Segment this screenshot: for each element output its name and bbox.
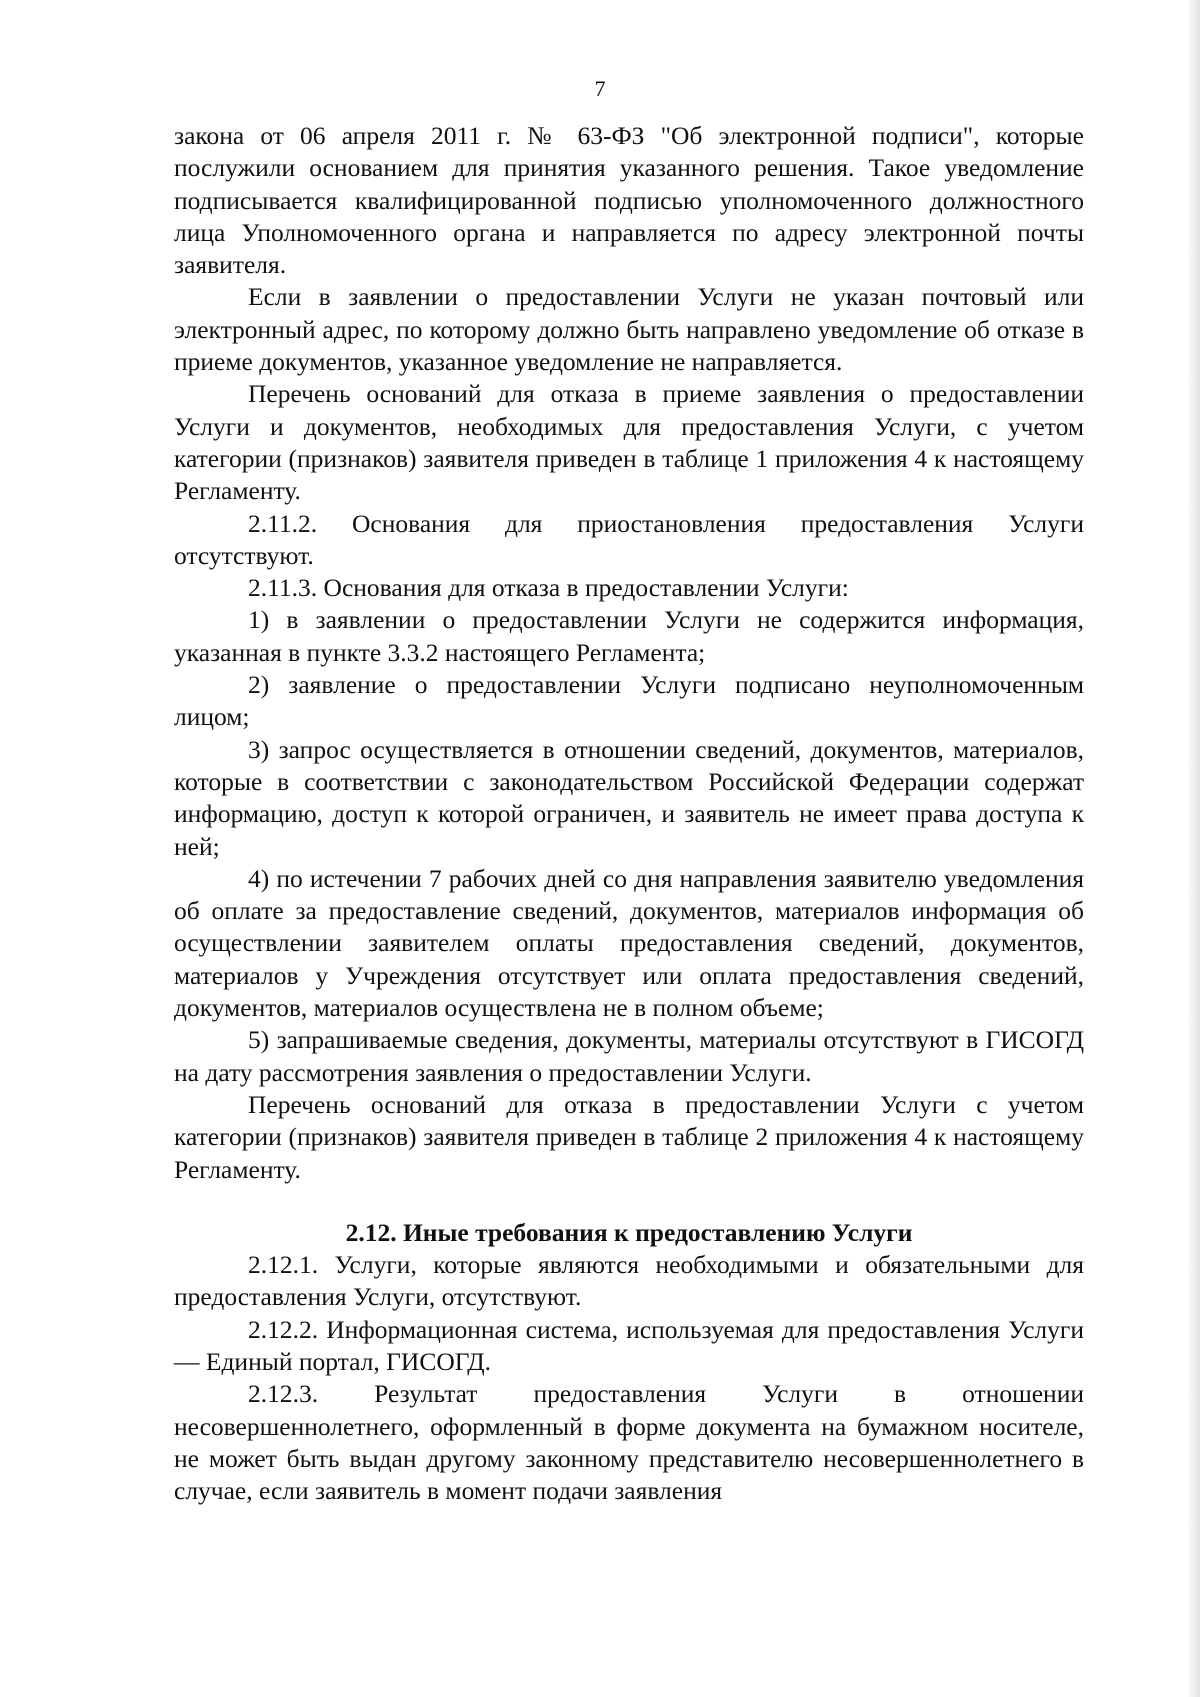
paragraph-7: 2.12.1. Услуги, которые являются необходимыми и обязательными для предоставления Услуги, отсутствуют. xyxy=(174,1250,1084,1312)
list-item-3: 3) запрос осуществляется в отношении сведений, документов, материалов, которые в соответствии с законодательством Российской Федерации содержат информацию, доступ к которой ограничен, и заявитель не имеет права доступа к ней; xyxy=(174,734,1084,861)
list-item-2: 2) заявление о предоставлении Услуги подписано неуполномоченным лицом; xyxy=(174,670,1084,732)
list-item-5: 5) запрашиваемые сведения, документы, материалы отсутствуют в ГИСОГД на дату рассмотрения заявления о предоставлении Услуги. xyxy=(174,1025,1084,1087)
list-item-1: 1) в заявлении о предоставлении Услуги не содержится информация, указанная в пункте 3.3.2 настоящего Регламента; xyxy=(174,605,1084,667)
scan-edge-shadow xyxy=(1186,0,1200,1697)
paragraph-1: закона от 06 апреля 2011 г. № 63-ФЗ "Об электронной подписи", которые послужили основанием для принятия указанного решения. Такое уведомление подписывается квалифицированной подписью уполномоченного должностного лица Уполномоченного органа и направляется по адресу электронной почты заявителя. xyxy=(174,121,1084,280)
paragraph-3: Перечень оснований для отказа в приеме заявления о предоставлении Услуги и документов, необходимых для предоставления Услуги, с учетом категории (признаков) заявителя приведен в таблице 1 приложения 4 к настоящему Регламенту. xyxy=(174,379,1084,506)
paragraph-6: Перечень оснований для отказа в предоставлении Услуги с учетом категории (признаков) заявителя приведен в таблице 2 приложения 4 к настоящему Регламенту. xyxy=(174,1089,1084,1184)
page-number: 7 xyxy=(594,76,606,101)
paragraph-2: Если в заявлении о предоставлении Услуги не указан почтовый или электронный адрес, по которому должно быть направлено уведомление об отказе в приеме документов, указанное уведомление не направляется. xyxy=(174,282,1084,377)
list-item-4: 4) по истечении 7 рабочих дней со дня направления заявителю уведомления об оплате за предоставление сведений, документов, материалов информация об осуществлении заявителем оплаты предоставления сведений, документов, материалов у Учреждения отсутствует или оплата предоставления сведений, документов, материалов осуществлена не в полном объеме; xyxy=(174,863,1084,1023)
paragraph-8: 2.12.2. Информационная система, используемая для предоставления Услуги — Единый портал, ГИСОГД. xyxy=(174,1314,1084,1376)
paragraph-5: 2.11.3. Основания для отказа в предоставлении Услуги: xyxy=(248,573,849,603)
paragraph-9: 2.12.3. Результат предоставления Услуги в отношении несовершеннолетнего, оформленный в форме документа на бумажном носителе, не может быть выдан другому законному представителю несовершеннолетнего в случае, если заявитель в момент подачи заявления xyxy=(174,1379,1084,1506)
paragraph-4: 2.11.2. Основания для приостановления предоставления Услуги отсутствуют. xyxy=(174,508,1084,570)
document-body xyxy=(174,120,1084,1507)
section-heading: 2.12. Иные требования к предоставлению Услуги xyxy=(345,1217,913,1247)
